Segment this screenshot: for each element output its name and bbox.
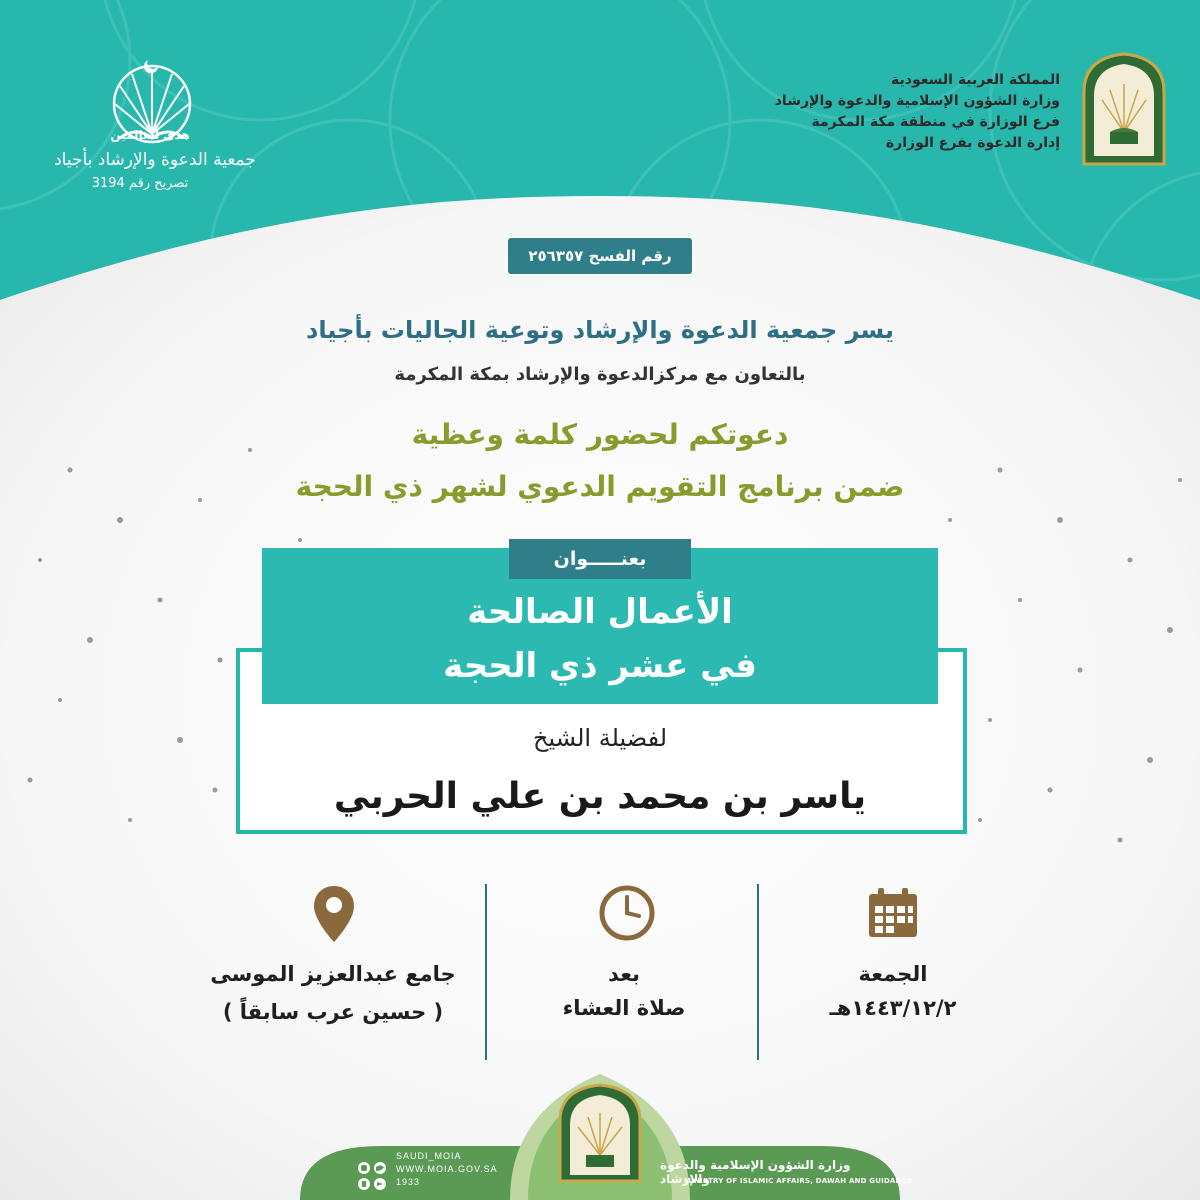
intro-invitation: دعوتكم لحضور كلمة وعظية bbox=[411, 418, 789, 451]
intro-organizer: يسر جمعية الدعوة والإرشاد وتوعية الجاليات بأجياد bbox=[306, 316, 894, 344]
intro-program: ضمن برنامج التقويم الدعوي لشهر ذي الحجة bbox=[295, 470, 905, 503]
footer-ministry-emblem bbox=[554, 1083, 646, 1183]
info-divider bbox=[757, 884, 759, 1060]
footer-handle: SAUDI_MOIA bbox=[396, 1151, 462, 1161]
footer-contact bbox=[396, 1150, 556, 1189]
speaker-label: لفضيلة الشيخ bbox=[532, 724, 668, 752]
event-date: ١٤٤٣/١٢/٢هـ bbox=[829, 996, 957, 1020]
footer-phone: 1933 bbox=[396, 1177, 421, 1187]
association-license: تصريح رقم 3194 bbox=[91, 176, 189, 191]
event-day: الجمعة bbox=[858, 962, 928, 986]
intro-cooperation: بالتعاون مع مركزالدعوة والإرشاد بمكة المكرمة bbox=[394, 364, 806, 385]
ministry-emblem-logo bbox=[1080, 52, 1168, 170]
license-number-badge: رقم الفسح ٢٥٦٣٥٧ bbox=[508, 238, 692, 274]
footer-ministry-arabic: وزارة الشؤون الإسلامية والدعوة والإرشاد bbox=[660, 1158, 851, 1186]
event-time-prefix: بعد bbox=[608, 962, 640, 986]
ministry-line: فرع الوزارة في منطقة مكة المكرمة bbox=[811, 114, 1060, 130]
clock-icon bbox=[598, 884, 656, 942]
ministry-line: إدارة الدعوة بفرع الوزارة bbox=[885, 135, 1060, 151]
ministry-header-text bbox=[700, 70, 1060, 154]
footer-ministry-english: MINISTRY OF ISLAMIC AFFAIRS, DAWAH AND GUIDANCE bbox=[684, 1177, 912, 1185]
lecture-title-line-2: في عشر ذي الحجة bbox=[443, 646, 757, 686]
title-label: بعنـــــوان bbox=[509, 539, 691, 579]
calendar-icon bbox=[866, 886, 920, 940]
association-tagline: هدى للعالمين bbox=[110, 128, 190, 142]
association-name: جمعية الدعوة والإرشاد بأجياد bbox=[54, 150, 256, 170]
footer-website: WWW.MOIA.GOV.SA bbox=[396, 1164, 498, 1174]
speaker-name: ياسر بن محمد بن علي الحربي bbox=[333, 776, 867, 817]
event-time: صلاة العشاء bbox=[562, 996, 686, 1020]
ministry-line: وزارة الشؤون الإسلامية والدعوة والإرشاد bbox=[774, 93, 1060, 109]
event-venue-note: ( حسين عرب سابقاً ) bbox=[222, 1000, 444, 1024]
location-pin-icon bbox=[312, 884, 356, 946]
social-icons bbox=[356, 1160, 390, 1194]
event-venue: جامع عبدالعزيز الموسى bbox=[210, 962, 456, 986]
lecture-title-line-1: الأعمال الصالحة bbox=[467, 592, 733, 632]
ministry-line: المملكة العربية السعودية bbox=[891, 72, 1060, 88]
